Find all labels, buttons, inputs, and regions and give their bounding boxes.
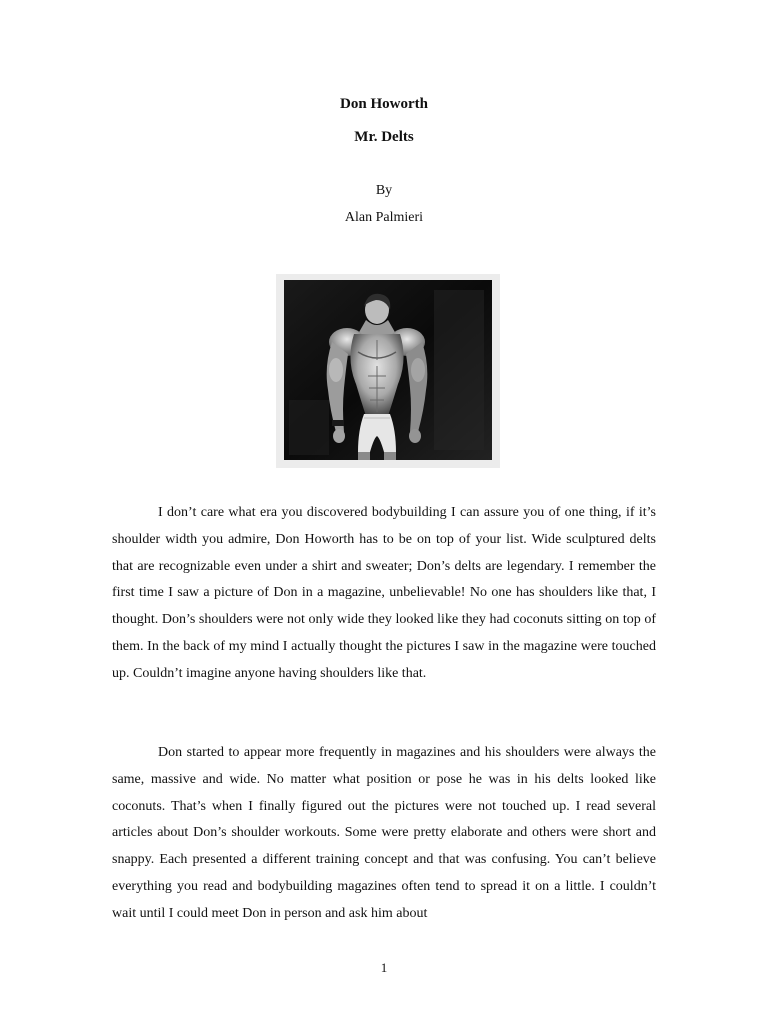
paragraph-1-text: I don’t care what era you discovered bodybuilding I can assure you of one thing, if it’s shoulder width you admire, Don Howorth has to be on top of your list. Wide sculptured delts that are recognizable even under a shirt and sweater; Don’s delts are legendary. I remember the first time I saw a picture of Don in a magazine, unbelievable! No one has shoulders like that, I thought. Don’s shoulders were not only wide they looked like they had coconuts sitting on top of them. In the back of my mind I actually thought the pictures I saw in the magazine were touched up. Couldn’t imagine anyone having shoulders like that. bbox=[112, 505, 656, 681]
article-title: Don Howorth bbox=[340, 96, 428, 112]
article-body-paragraph-1 bbox=[112, 500, 656, 688]
by-label: By bbox=[375, 183, 393, 198]
paragraph-2-text: Don started to appear more frequently in magazines and his shoulders were always the same, massive and wide. No matter what position or pose he was in his delts looked like coconuts. That’s when I finally figured out the pictures were not touched up. I read several articles about Don’s shoulder workouts. Some were pretty elaborate and others were short and snappy. Each presented a different training concept and that was confusing. You can’t believe everything you read and bodybuilding magazines often tend to spread it on a little. I couldn’t wait until I could meet Don in person and ask him about bbox=[112, 745, 656, 921]
article-body-paragraph-2 bbox=[112, 740, 656, 928]
author-name: Alan Palmieri bbox=[344, 210, 424, 225]
article-subtitle: Mr. Delts bbox=[354, 129, 414, 145]
bodybuilder-photo bbox=[284, 280, 492, 460]
page-number: 1 bbox=[380, 960, 388, 975]
article-photo bbox=[276, 274, 500, 468]
